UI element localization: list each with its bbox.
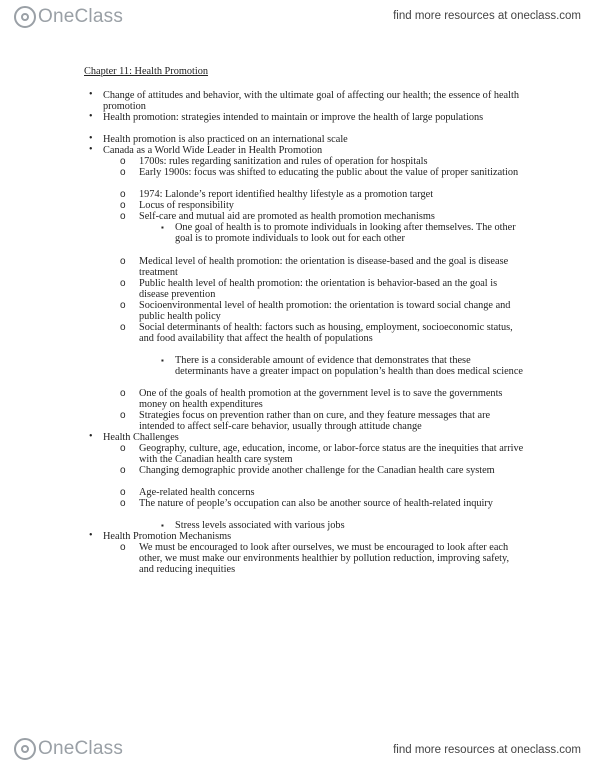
list-item-text: One of the goals of health promotion at the government level is to save the governments money on health expenditures (139, 388, 503, 411)
logo-text: OneClass (38, 738, 124, 759)
circle-bullet-icon: o (120, 200, 126, 211)
list-item-level-2 (120, 487, 524, 498)
bullet-icon: • (89, 133, 93, 144)
list-item-text: We must be encouraged to look after ourselves, we must be encouraged to look after each other, we must make our environments healthier by pollution reduction, improving safety, and reducing inequities (139, 542, 510, 576)
list-item-level-3 (161, 355, 525, 378)
list-item-level-3 (161, 222, 525, 245)
circle-bullet-icon: o (120, 542, 126, 553)
list-item-text: Locus of responsibility (139, 200, 234, 211)
square-bullet-icon: ▪ (161, 223, 164, 232)
circle-bullet-icon: o (120, 256, 126, 267)
circle-bullet-icon: o (120, 300, 126, 311)
list-item-level-2 (120, 300, 524, 323)
list-item-level-3 (161, 520, 525, 531)
list-item-text: 1974: Lalonde’s report identified healthy lifestyle as a promotion target (139, 189, 434, 200)
list-item-text: Health promotion is also practiced on an international scale (103, 134, 348, 145)
list-item-level-2 (120, 211, 524, 222)
square-bullet-icon: ▪ (161, 356, 164, 365)
circle-bullet-icon: o (120, 278, 126, 289)
bullet-icon: • (89, 111, 93, 122)
list-item-text: Early 1900s: focus was shifted to educating the public about the value of proper sanitization (139, 167, 519, 178)
list-item-text: Self-care and mutual aid are promoted as health promotion mechanisms (139, 211, 435, 222)
list-item-text: Health promotion: strategies intended to maintain or improve the health of large populations (103, 112, 484, 123)
list-item-level-2 (120, 189, 524, 200)
list-item-level-2 (120, 388, 524, 411)
list-item-level-2 (120, 498, 524, 509)
list-item-text: Public health level of health promotion: the orientation is behavior-based an the goal is disease prevention (139, 278, 498, 301)
circle-bullet-icon: o (120, 322, 126, 333)
oneclass-logo-icon (14, 738, 36, 760)
list-item-level-2 (120, 410, 524, 433)
list-item-text: One goal of health is to promote individuals in looking after themselves. The other goal is to promote individuals to look out for each other (175, 222, 516, 245)
list-item-text: Health Promotion Mechanisms (103, 531, 232, 542)
bullet-icon: • (89, 89, 93, 100)
list-item-level-2 (120, 443, 524, 466)
list-item-level-2 (120, 200, 524, 211)
page-header (0, 0, 595, 40)
list-item-text: Changing demographic provide another challenge for the Canadian health care system (139, 465, 495, 476)
list-item-level-2 (120, 278, 524, 301)
list-item-text: Geography, culture, age, education, income, or labor-force status are the inequities that arrive with the Canadian health care system (139, 443, 524, 466)
logo-text: OneClass (38, 6, 124, 27)
list-item-level-2 (120, 156, 524, 167)
header-tagline[interactable]: find more resources at oneclass.com (393, 10, 581, 22)
list-item-level-1 (89, 530, 523, 542)
footer-tagline[interactable]: find more resources at oneclass.com (393, 744, 581, 756)
circle-bullet-icon: o (120, 443, 126, 454)
list-item-level-1 (89, 431, 523, 443)
circle-bullet-icon: o (120, 487, 126, 498)
list-item-text: Health Challenges (103, 432, 179, 443)
list-item-text: Social determinants of health: factors such as housing, employment, socioeconomic status, and food availability that affect the health of populations (139, 322, 513, 345)
list-item-level-1 (89, 111, 523, 123)
list-item-text: Change of attitudes and behavior, with the ultimate goal of affecting our health; the essence of health promotion (103, 90, 519, 113)
bullet-icon: • (89, 431, 93, 442)
circle-bullet-icon: o (120, 498, 126, 509)
bullet-icon: • (89, 144, 93, 155)
chapter-title: Chapter 11: Health Promotion (84, 66, 209, 77)
oneclass-logo (14, 738, 123, 760)
circle-bullet-icon: o (120, 156, 126, 167)
page-footer (0, 730, 595, 770)
list-item-text: 1700s: rules regarding sanitization and rules of operation for hospitals (139, 156, 428, 167)
list-item-text: Stress levels associated with various jobs (175, 520, 345, 531)
oneclass-logo-icon (14, 6, 36, 28)
list-item-level-2 (120, 167, 524, 178)
circle-bullet-icon: o (120, 388, 126, 399)
list-item-level-1 (89, 144, 523, 156)
circle-bullet-icon: o (120, 465, 126, 476)
list-item-text: Age-related health concerns (139, 487, 255, 498)
list-item-level-1 (89, 133, 523, 145)
list-item-level-2 (120, 542, 524, 576)
list-item-text: Socioenvironmental level of health promotion: the orientation is toward social change and public health policy (139, 300, 511, 323)
circle-bullet-icon: o (120, 211, 126, 222)
oneclass-logo (14, 6, 123, 28)
circle-bullet-icon: o (120, 189, 126, 200)
list-item-text: Strategies focus on prevention rather than on cure, and they feature messages that are intended to affect self-care behavior, usually through attitude change (139, 410, 491, 433)
list-item-text: Canada as a World Wide Leader in Health Promotion (103, 145, 323, 156)
list-item-text: Medical level of health promotion: the orientation is disease-based and the goal is disease treatment (139, 256, 509, 279)
circle-bullet-icon: o (120, 167, 126, 178)
list-item-level-1 (89, 89, 523, 113)
list-item-text: The nature of people’s occupation can also be another source of health-related inquiry (139, 498, 493, 509)
list-item-level-2 (120, 256, 524, 279)
list-item-text: There is a considerable amount of evidence that demonstrates that these determinants have a greater impact on population’s health than does medical science (175, 355, 523, 378)
list-item-level-2 (120, 322, 524, 345)
square-bullet-icon: ▪ (161, 521, 164, 530)
list-item-level-2 (120, 465, 524, 476)
circle-bullet-icon: o (120, 410, 126, 421)
bullet-icon: • (89, 530, 93, 541)
